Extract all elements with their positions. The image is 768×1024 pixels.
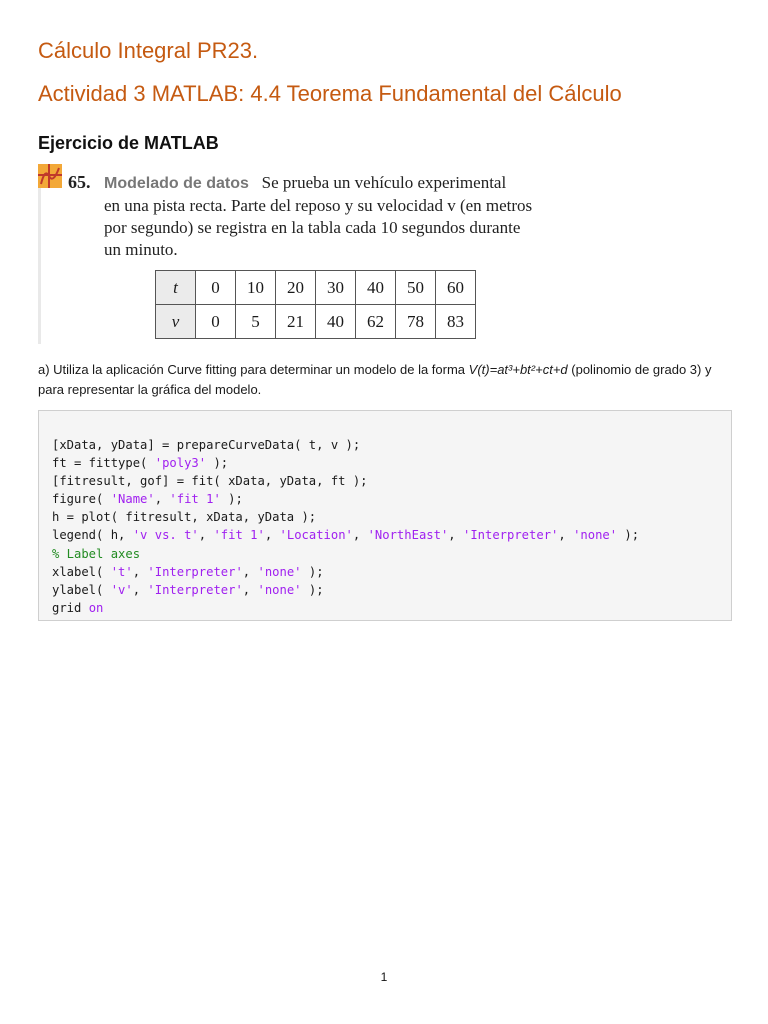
code-token: ); bbox=[617, 528, 640, 543]
code-comment: % Label axes bbox=[52, 546, 141, 561]
code-string: 't' bbox=[110, 564, 133, 579]
code-token: , bbox=[242, 582, 258, 597]
code-token: ); bbox=[301, 564, 324, 579]
code-token: h = plot( fitresult, xData, yData ); bbox=[52, 510, 317, 525]
code-string: 'Interpreter' bbox=[147, 582, 243, 597]
code-line bbox=[52, 436, 639, 454]
code-line bbox=[52, 581, 639, 599]
scan-edge bbox=[38, 188, 41, 344]
code-line bbox=[52, 545, 639, 563]
table-cell: 0 bbox=[196, 271, 236, 305]
code-string: 'poly3' bbox=[154, 456, 207, 471]
instruction-text-end: (polinomio de grado 3) y para representar la gráfica del modelo. bbox=[38, 362, 712, 397]
exercise-line-1 bbox=[104, 172, 534, 195]
code-token: [fitresult, gof] = fit( xData, yData, ft ); bbox=[52, 474, 368, 489]
table-row-v bbox=[156, 305, 476, 339]
code-token: , bbox=[558, 528, 574, 543]
code-token: ft = fittype( bbox=[52, 456, 155, 471]
instruction-text: a) Utiliza la aplicación Curve fitting para determinar un modelo de la forma bbox=[38, 362, 469, 377]
code-token: , bbox=[448, 528, 463, 543]
code-string: 'NorthEast' bbox=[367, 528, 449, 543]
table-cell: 10 bbox=[236, 271, 276, 305]
code-token: , bbox=[242, 564, 258, 579]
table-row-t bbox=[156, 271, 476, 305]
code-token: ylabel( bbox=[52, 582, 111, 597]
table-cell: 83 bbox=[436, 305, 476, 339]
section-heading: Ejercicio de MATLAB bbox=[38, 133, 219, 153]
code-token: xlabel( bbox=[52, 564, 111, 579]
code-string: 'none' bbox=[257, 564, 302, 579]
code-token: , bbox=[198, 528, 214, 543]
exercise-text bbox=[104, 172, 534, 261]
code-token: ); bbox=[220, 492, 243, 507]
code-token: , bbox=[154, 492, 170, 507]
code-token: , bbox=[132, 564, 148, 579]
code-string: 'v' bbox=[110, 582, 133, 597]
page-number: 1 bbox=[380, 970, 388, 984]
row-label-t: t bbox=[156, 271, 196, 305]
data-table bbox=[155, 270, 476, 339]
code-string: 'fit 1' bbox=[169, 492, 221, 507]
code-string: on bbox=[88, 600, 104, 615]
code-token: legend( h, bbox=[52, 528, 133, 543]
code-string: 'fit 1' bbox=[213, 528, 265, 543]
code-string: 'Interpreter' bbox=[147, 564, 243, 579]
table-cell: 40 bbox=[356, 271, 396, 305]
code-block bbox=[38, 410, 732, 621]
table-cell: 21 bbox=[276, 305, 316, 339]
code-line bbox=[52, 599, 639, 617]
exercise-line-4: un minuto. bbox=[104, 240, 178, 259]
code-string: 'none' bbox=[573, 528, 618, 543]
code-line bbox=[52, 454, 639, 472]
code-token: , bbox=[352, 528, 368, 543]
code-line bbox=[52, 563, 639, 581]
row-label-v: v bbox=[156, 305, 196, 339]
table-cell: 62 bbox=[356, 305, 396, 339]
code-line bbox=[52, 526, 639, 544]
code-line bbox=[52, 508, 639, 526]
code-string: 'none' bbox=[257, 582, 302, 597]
code-line bbox=[52, 472, 639, 490]
table-cell: 30 bbox=[316, 271, 356, 305]
model-formula: V(t)=at³+bt²+ct+d bbox=[468, 362, 568, 377]
code-string: 'Name' bbox=[110, 492, 155, 507]
code-token: ); bbox=[301, 582, 324, 597]
document-title: Cálculo Integral PR23. bbox=[38, 38, 259, 63]
code-token: , bbox=[132, 582, 148, 597]
table-cell: 20 bbox=[276, 271, 316, 305]
code-string: 'Location' bbox=[279, 528, 353, 543]
exercise-line-2: en una pista recta. Parte del reposo y su velocidad v (en metros bbox=[104, 196, 533, 215]
exercise-number: 65. bbox=[68, 172, 91, 192]
code-token: [xData, yData] = prepareCurveData( t, v ); bbox=[52, 438, 361, 452]
code-string: 'v vs. t' bbox=[132, 528, 199, 543]
table-cell: 60 bbox=[436, 271, 476, 305]
exercise-heading: Modelado de datos bbox=[104, 175, 249, 192]
code-string: 'Interpreter' bbox=[462, 528, 559, 543]
calculator-icon bbox=[38, 164, 62, 188]
matlab-code bbox=[52, 436, 639, 617]
table-cell: 0 bbox=[196, 305, 236, 339]
exercise-line-3: por segundo) se registra en la tabla cada 10 segundos durante bbox=[104, 218, 521, 237]
code-token: ); bbox=[206, 456, 229, 471]
code-token: figure( bbox=[52, 492, 111, 507]
table-cell: 5 bbox=[236, 305, 276, 339]
instruction-paragraph bbox=[38, 360, 728, 400]
code-token: , bbox=[264, 528, 280, 543]
exercise-line-1-rest: Se prueba un vehículo experimental bbox=[261, 173, 507, 192]
code-line bbox=[52, 490, 639, 508]
code-token: grid bbox=[52, 600, 89, 615]
document-subtitle: Actividad 3 MATLAB: 4.4 Teorema Fundamental del Cálculo bbox=[38, 81, 622, 106]
textbook-excerpt bbox=[38, 162, 533, 346]
table-cell: 78 bbox=[396, 305, 436, 339]
table-cell: 50 bbox=[396, 271, 436, 305]
table-cell: 40 bbox=[316, 305, 356, 339]
